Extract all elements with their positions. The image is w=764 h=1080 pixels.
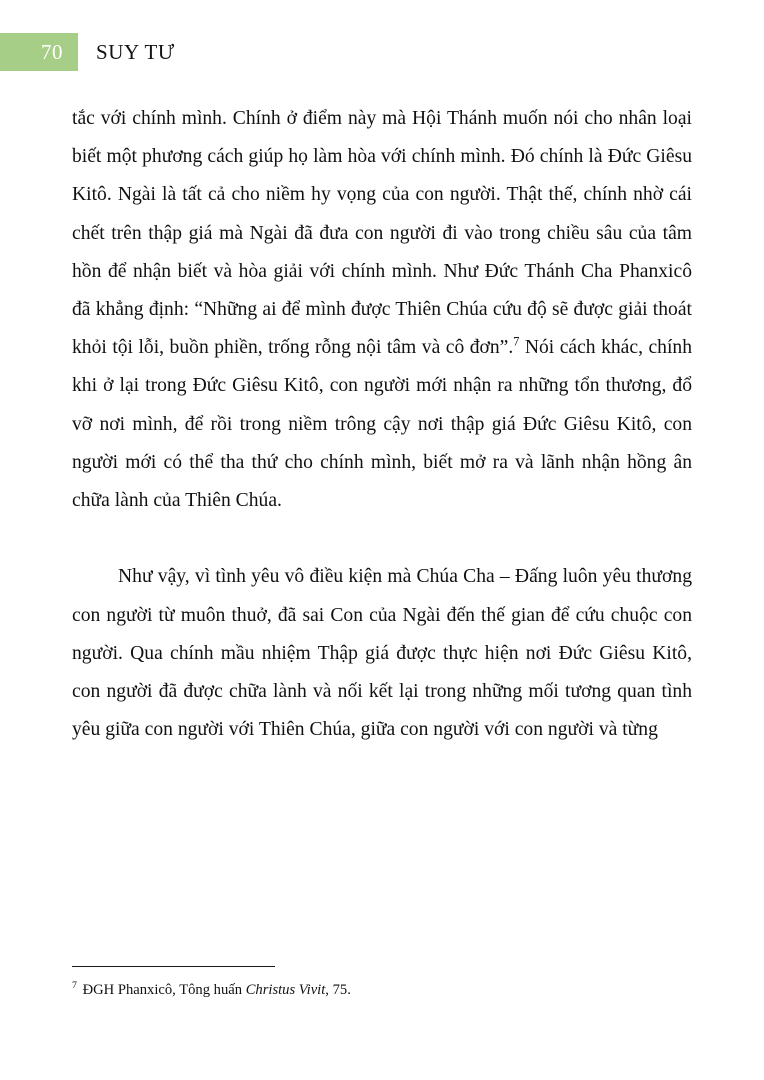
footnote-item [72, 980, 692, 1001]
footnote-work-title: Christus Vivit [245, 982, 326, 998]
paragraph-text-continued: Nói cách khác, chính khi ở lại trong Đức Giêsu Kitô, con người mới nhận ra những tổn thương, đổ vỡ nơi mình, để rồi trong niềm trông cậy nơi thập giá Đức Giêsu Kitô, con người mới có thể tha thứ cho chính mình, biết mở ra và lãnh nhận hồng ân chữa lành của Thiên Chúa. [72, 337, 692, 512]
footnote-marker: 7 [72, 980, 77, 992]
page-number: 70 [41, 39, 63, 64]
footnote-separator-rule [72, 966, 275, 967]
running-head [0, 33, 692, 71]
paragraph [72, 558, 692, 749]
paragraph [72, 100, 692, 520]
page-number-box [0, 33, 78, 71]
body-text-block [72, 100, 692, 749]
footnote-reference-marker[interactable]: 7 [513, 334, 520, 349]
paragraph-text: tắc với chính mình. Chính ở điểm này mà Hội Thánh muốn nói cho nhân loại biết một phương cách giúp họ làm hòa với chính mình. Đó chính là Đức Giêsu Kitô. Ngài là tất cả cho niềm hy vọng của con người. Thật thế, chính nhờ cái chết trên thập giá mà Ngài đã đưa con người đi vào trong chiều sâu của tâm hồn để nhận biết và hòa giải với chính mình. Như Đức Thánh Cha Phanxicô đã khẳng định: “Những ai để mình được Thiên Chúa cứu độ sẽ được giải thoát khỏi tội lỗi, buồn phiền, trống rỗng nội tâm và cô đơn”. [72, 108, 692, 359]
running-head-title: SUY TƯ [96, 39, 175, 64]
footnote-text-continued: , 75. [325, 982, 351, 998]
footnote-text: ĐGH Phanxicô, Tông huấn [78, 982, 246, 998]
footnote-area [72, 966, 692, 1001]
paragraph-text: Như vậy, vì tình yêu vô điều kiện mà Chúa Cha – Đấng luôn yêu thương con người từ muôn thuở, đã sai Con của Ngài đến thế gian để cứu chuộc con người. Qua chính mầu nhiệm Thập giá được thực hiện nơi Đức Giêsu Kitô, con người đã được chữa lành và nối kết lại trong những mối tương quan tình yêu giữa con người với Thiên Chúa, giữa con người với con người và từng [72, 566, 692, 741]
